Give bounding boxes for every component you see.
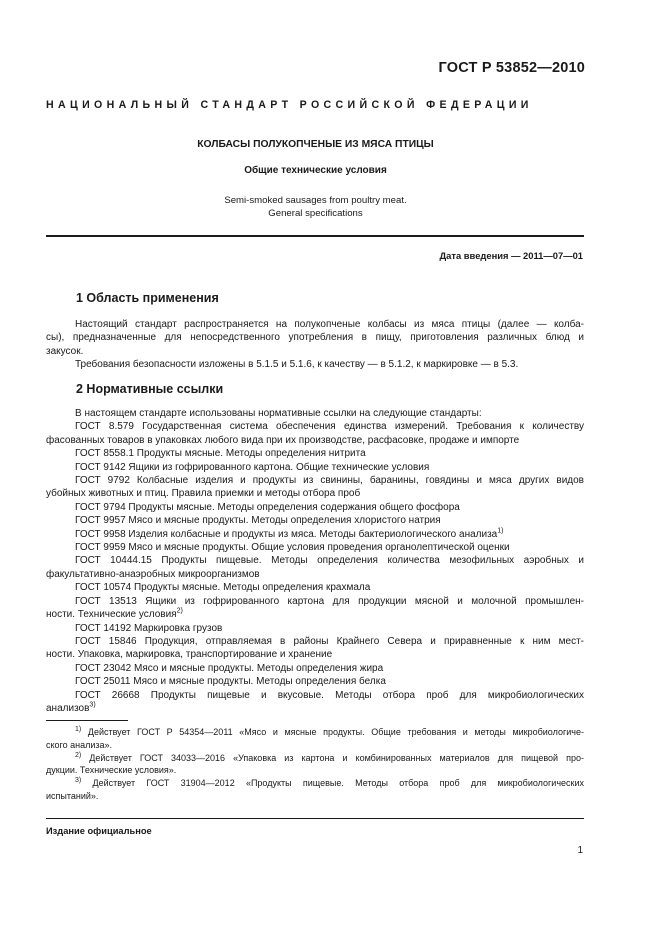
english-title-line-1: Semi-smoked sausages from poultry meat.: [224, 195, 407, 206]
reference-text: ГОСТ 9958 Изделия колбасные и продукты из мяса. Методы бактериологического анализа: [75, 528, 498, 540]
reference-line: [46, 702, 584, 715]
footnote-text: Действует ГОСТ Р 54354—2011 «Мясо и мясные продукты. Общие требования и методы микробиологиче-: [87, 727, 584, 737]
footer-divider: [46, 818, 584, 819]
reference-line: ГОСТ 9959 Мясо и мясные продукты. Общие условия проведения органолептической оценки: [75, 542, 510, 554]
reference-line: ГОСТ 26668 Продукты пищевые и вкусовые. Методы отбора проб для микробиологических: [75, 689, 584, 701]
footnote-mark: 2): [75, 751, 82, 759]
footnote-3: [46, 777, 584, 790]
reference-line: ности. Упаковка, маркировка, транспортирование и хранение: [46, 649, 333, 661]
reference-line: фасованных товаров в упаковках любого вида при их производстве, расфасовке, продаже и импорте: [46, 434, 520, 446]
title-divider: [46, 235, 584, 237]
footnote-text: Действует ГОСТ 31904—2012 «Продукты пищевые. Методы отбора проб для микробиологических: [92, 778, 584, 789]
reference-line: ГОСТ 15846 Продукция, отправляемая в районы Крайнего Севера и приравненные к ним мест-: [75, 635, 584, 647]
footnote-2: [46, 752, 584, 765]
footnote-marker: 1): [497, 527, 504, 535]
reference-line: [46, 608, 584, 621]
footnote-divider: [46, 720, 128, 721]
reference-line: ГОСТ 8558.1 Продукты мясные. Методы определения нитрита: [75, 448, 366, 460]
reference-text: анализов: [46, 702, 90, 714]
reference-line: ГОСТ 13513 Ящики из гофрированного картона для продукции мясной и молочной промышлен-: [75, 595, 584, 607]
reference-line: ГОСТ 9957 Мясо и мясные продукты. Методы определения хлористого натрия: [75, 515, 441, 527]
reference-line: ГОСТ 14192 Маркировка грузов: [75, 622, 223, 634]
footnote-marker: 3): [89, 701, 96, 709]
reference-line: ГОСТ 10444.15 Продукты пищевые. Методы определения количества мезофильных аэробных и: [75, 555, 584, 567]
footnote-3-cont: испытаний».: [46, 790, 99, 801]
footnote-mark: 3): [75, 777, 82, 785]
footnotes: [46, 726, 584, 803]
footnote-1-cont: ского анализа».: [46, 739, 113, 750]
reference-text: ности. Технические условия: [46, 609, 177, 621]
reference-line: убойных животных и птиц. Правила приемки и методы отбора проб: [46, 488, 361, 500]
section-1-body: [46, 318, 584, 372]
introduction-date: Дата введения — 2011—07—01: [439, 250, 583, 261]
footnote-text: Действует ГОСТ 34033—2016 «Упаковка из картона и комбинированных материалов для пищевой про-: [89, 752, 584, 763]
text-line: сы), предназначенные для непосредственного употребления в пищу, приготовления различных блюд и: [46, 332, 584, 344]
english-title-line-2: General specifications: [268, 208, 363, 219]
standard-header-line: НАЦИОНАЛЬНЫЙ СТАНДАРТ РОССИЙСКОЙ ФЕДЕРАЦИИ: [46, 99, 533, 111]
text-line: Требования безопасности изложены в 5.1.5 и 5.1.6, к качеству — в 5.1.2, к маркировке — в 5.3.: [75, 359, 519, 371]
reference-line: ГОСТ 8.579 Государственная система обеспечения единства измерений. Требования к количеству: [75, 421, 584, 433]
document-subtitle: Общие технические условия: [244, 165, 387, 176]
reference-line: ГОСТ 9794 Продукты мясные. Методы определения содержания общего фосфора: [75, 501, 460, 513]
reference-line: ГОСТ 25011 Мясо и мясные продукты. Методы определения белка: [75, 676, 386, 688]
footnote-mark: 1): [75, 726, 82, 733]
reference-line: ГОСТ 23042 Мясо и мясные продукты. Методы определения жира: [75, 662, 384, 674]
document-title: КОЛБАСЫ ПОЛУКОПЧЕНЫЕ ИЗ МЯСА ПТИЦЫ: [197, 139, 434, 150]
page-number: 1: [577, 845, 583, 856]
footnote-1: [46, 726, 584, 739]
section-2-body: [46, 407, 584, 715]
text-line: В настоящем стандарте использованы нормативные ссылки на следующие стандарты:: [75, 408, 482, 419]
section-2-heading: 2 Нормативные ссылки: [76, 382, 224, 396]
footnote-2-cont: дукции. Технические условия».: [46, 765, 177, 776]
edition-label: Издание официальное: [46, 826, 152, 836]
footnote-marker: 2): [176, 607, 183, 615]
gost-number: ГОСТ Р 53852—2010: [438, 60, 585, 76]
section-1-heading: 1 Область применения: [76, 291, 219, 305]
reference-line: факультативно-анаэробных микроорганизмов: [46, 568, 260, 580]
reference-line: [46, 528, 584, 541]
reference-line: ГОСТ 10574 Продукты мясные. Методы определения крахмала: [75, 582, 371, 594]
english-title: [0, 194, 631, 220]
reference-line: ГОСТ 9142 Ящики из гофрированного картона. Общие технические условия: [75, 461, 430, 473]
text-line: закусок.: [46, 345, 84, 357]
text-line: Настоящий стандарт распространяется на полукопченые колбасы из мяса птицы (далее — колба-: [75, 319, 584, 330]
reference-line: ГОСТ 9792 Колбасные изделия и продукты из свинины, баранины, говядины и мяса других видов: [75, 475, 584, 487]
